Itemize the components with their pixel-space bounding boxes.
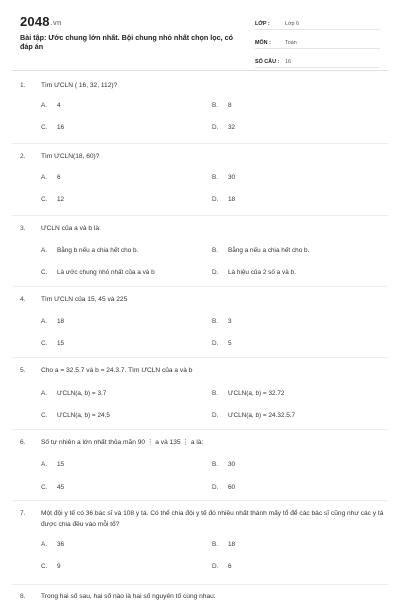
meta-count-row — [255, 52, 380, 68]
question-number: 4. — [20, 296, 26, 303]
question-number: 2. — [20, 153, 26, 160]
meta-subject-row — [255, 33, 380, 49]
question-text: Tìm ƯCLN(18, 60)? — [41, 153, 100, 160]
option-b[interactable] — [212, 174, 235, 181]
question-number: 1. — [20, 82, 26, 89]
option-letter: A. — [41, 541, 48, 548]
option-text: 4 — [57, 102, 61, 109]
option-c[interactable] — [41, 124, 64, 131]
option-letter: A. — [41, 174, 48, 181]
option-b[interactable] — [212, 390, 284, 397]
option-b[interactable] — [212, 247, 309, 254]
option-c[interactable] — [41, 484, 64, 491]
option-d[interactable] — [212, 412, 295, 419]
option-a[interactable] — [41, 541, 64, 548]
question-text: Trong hai số sau, hai số nào là hai số nguyên tố cùng nhau: — [41, 593, 216, 600]
question-number: 6. — [20, 439, 26, 446]
option-letter: A. — [41, 102, 48, 109]
option-letter: C. — [41, 196, 48, 203]
options — [20, 448, 390, 491]
option-text: 15 — [57, 340, 65, 347]
question-number: 8. — [20, 593, 26, 600]
option-b[interactable] — [212, 541, 235, 548]
question-text: Số tự nhiên a lớn nhất thỏa mãn 90 ⋮ a và 135 ⋮ a là: — [41, 439, 204, 446]
site-logo[interactable] — [20, 14, 61, 29]
meta-class-value: Lớp 6 — [285, 21, 300, 27]
option-text: ƯCLN(a, b) = 32.72 — [228, 390, 285, 397]
option-text: 5 — [228, 340, 232, 347]
option-text: 12 — [57, 196, 65, 203]
question-5 — [20, 366, 390, 419]
question-text: Một đội y tế có 36 bác sĩ và 108 y tá. Có thể chia đội y tế đó nhiều nhất thành mấy tổ để các bác sĩ cũng như các y tá được chia đều vào mỗi tổ? — [41, 510, 384, 528]
option-d[interactable] — [212, 124, 235, 131]
option-text: 36 — [57, 541, 65, 548]
option-letter: D. — [212, 563, 219, 570]
worksheet-meta — [255, 14, 380, 71]
question-divider — [12, 500, 388, 501]
question-divider — [12, 584, 388, 585]
question-divider — [12, 215, 388, 216]
option-letter: A. — [41, 318, 48, 325]
option-text: Là hiệu của 2 số a và b. — [228, 269, 296, 276]
options — [20, 376, 390, 419]
option-letter: B. — [212, 318, 219, 325]
option-text: Là ước chung nhỏ nhất của a và b — [57, 269, 155, 276]
question-divider — [12, 429, 388, 430]
option-c[interactable] — [41, 340, 64, 347]
option-d[interactable] — [212, 196, 235, 203]
option-c[interactable] — [41, 563, 61, 570]
option-text: 18 — [57, 318, 65, 325]
meta-subject-value: Toán — [285, 40, 297, 46]
options — [20, 305, 390, 347]
option-text: ƯCLN(a, b) = 3.7 — [57, 390, 107, 397]
option-text: 30 — [228, 174, 236, 181]
option-a[interactable] — [41, 318, 64, 325]
logo-text: 2048 — [20, 14, 50, 29]
option-text: 60 — [228, 484, 236, 491]
header-divider — [12, 70, 388, 71]
option-letter: A. — [41, 390, 48, 397]
option-text: ƯCLN(a, b) = 24.32.5.7 — [228, 412, 296, 419]
question-7 — [20, 509, 390, 570]
question-text: Tìm ƯCLN của 15, 45 và 225 — [41, 296, 128, 303]
question-text: ƯCLN của a và b là: — [41, 225, 101, 232]
option-letter: C. — [41, 124, 48, 131]
option-letter: C. — [41, 484, 48, 491]
option-c[interactable] — [41, 269, 155, 276]
option-letter: D. — [212, 340, 219, 347]
option-text: 16 — [57, 124, 65, 131]
option-a[interactable] — [41, 174, 61, 181]
option-text: 15 — [57, 461, 65, 468]
option-c[interactable] — [41, 196, 64, 203]
option-d[interactable] — [212, 484, 235, 491]
question-divider — [12, 143, 388, 144]
option-letter: C. — [41, 412, 48, 419]
option-d[interactable] — [212, 269, 296, 276]
option-letter: B. — [212, 247, 219, 254]
option-letter: B. — [212, 174, 219, 181]
option-text: 18 — [228, 196, 236, 203]
meta-count-value: 16 — [285, 59, 291, 65]
option-text: 8 — [228, 102, 232, 109]
option-b[interactable] — [212, 461, 235, 468]
option-text: 30 — [228, 461, 236, 468]
options — [20, 91, 390, 131]
option-text: 18 — [228, 541, 236, 548]
option-letter: D. — [212, 269, 219, 276]
question-6 — [20, 438, 390, 491]
options — [20, 162, 390, 203]
options — [20, 530, 390, 570]
option-letter: D. — [212, 484, 219, 491]
option-letter: C. — [41, 269, 48, 276]
option-text: 3 — [228, 318, 232, 325]
meta-subject-label: MÔN : — [255, 40, 271, 46]
option-letter: D. — [212, 124, 219, 131]
question-divider — [12, 286, 388, 287]
options — [20, 234, 390, 276]
worksheet-title: Bài tập: Ước chung lớn nhất. Bội chung nhỏ nhất chọn lọc, có đáp án — [20, 33, 234, 52]
meta-class-row — [255, 14, 380, 30]
option-a[interactable] — [41, 247, 138, 254]
option-letter: A. — [41, 461, 48, 468]
question-number: 5. — [20, 367, 26, 374]
question-4 — [20, 295, 390, 347]
meta-class-label: LỚP : — [255, 21, 270, 27]
worksheet-header — [0, 0, 400, 68]
option-text: 45 — [57, 484, 65, 491]
option-letter: B. — [212, 102, 219, 109]
question-2 — [20, 152, 390, 203]
question-3 — [20, 224, 390, 276]
option-b[interactable] — [212, 318, 232, 325]
option-letter: A. — [41, 247, 48, 254]
option-letter: D. — [212, 196, 219, 203]
question-number: 7. — [20, 510, 26, 517]
question-1 — [20, 81, 390, 131]
question-number: 3. — [20, 225, 26, 232]
option-d[interactable] — [212, 563, 232, 570]
option-text: ƯCLN(a, b) = 24.5 — [57, 412, 110, 419]
option-a[interactable] — [41, 461, 64, 468]
option-b[interactable] — [212, 102, 232, 109]
question-8 — [20, 592, 390, 602]
logo-domain: .vn — [50, 20, 62, 27]
meta-count-label: SỐ CÂU : — [255, 59, 280, 65]
question-text: Cho a = 32.5.7 và b = 24.3.7. Tìm ƯCLN của a và b — [41, 367, 193, 374]
option-text: 6 — [228, 563, 232, 570]
option-text: Bằng b nếu a chia hết cho b. — [57, 247, 139, 254]
option-letter: B. — [212, 390, 219, 397]
option-text: 32 — [228, 124, 236, 131]
option-letter: B. — [212, 541, 219, 548]
question-divider — [12, 357, 388, 358]
option-letter: C. — [41, 563, 48, 570]
option-letter: B. — [212, 461, 219, 468]
option-text: 6 — [57, 174, 61, 181]
option-d[interactable] — [212, 340, 232, 347]
option-text: Bằng a nếu a chia hết cho b. — [228, 247, 310, 254]
option-letter: D. — [212, 412, 219, 419]
option-c[interactable] — [41, 412, 110, 419]
option-text: 9 — [57, 563, 61, 570]
question-text: Tìm ƯCLN ( 16, 32, 112)? — [41, 82, 118, 89]
option-a[interactable] — [41, 390, 106, 397]
option-letter: C. — [41, 340, 48, 347]
option-a[interactable] — [41, 102, 61, 109]
